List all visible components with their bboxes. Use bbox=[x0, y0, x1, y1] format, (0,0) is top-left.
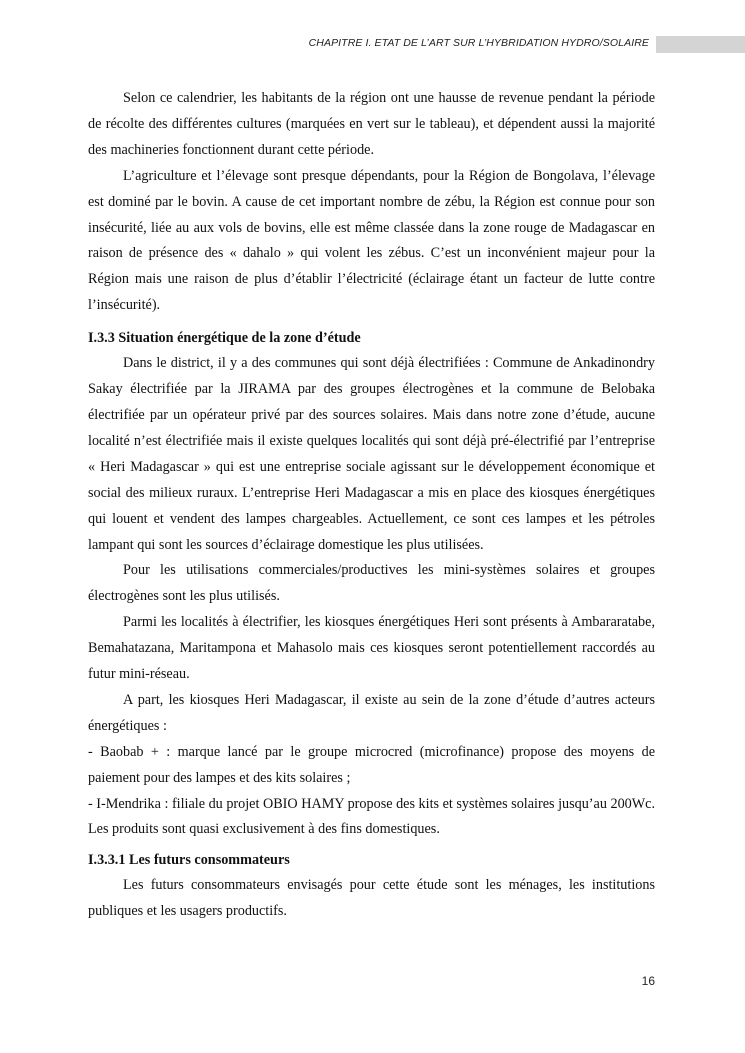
paragraph-commercial-uses: Pour les utilisations commerciales/productives les mini-systèmes solaires et groupes électrogènes sont les plus utilisés. bbox=[88, 562, 655, 605]
list-item-imendrika: - I-Mendrika : filiale du projet OBIO HAMY propose des kits et systèmes solaires jusqu’au 200Wc. Les produits sont quasi exclusivement à des fins domestiques. bbox=[88, 795, 655, 838]
section-heading-energy-situation: I.3.3 Situation énergétique de la zone d’étude bbox=[88, 330, 361, 347]
page-number: 16 bbox=[641, 974, 655, 988]
paragraph-future-consumers: Les futurs consommateurs envisagés pour cette étude sont les ménages, les institutions publiques et les usagers productifs. bbox=[88, 877, 655, 920]
body-text bbox=[88, 86, 655, 925]
chapter-title: CHAPITRE I. ETAT DE L’ART SUR L’HYBRIDATION HYDRO/SOLAIRE bbox=[308, 37, 649, 49]
paragraph-district: Dans le district, il y a des communes qui sont déjà électrifiées : Commune de Ankadinondry Sakay électrifiée par la JIRAMA par des groupes électrogènes et la commune de Belobaka électrifiée par un opérateur privé par des sources solaires. Mais dans notre zone d’étude, aucune localité n’est électrifiée mais il existe quelques localités qui sont déjà pré-électrifié par l’entreprise « Heri Madagascar » qui est une entreprise sociale agissant sur le développement économique et social des milieux ruraux. L’entreprise Heri Madagascar a mis en place des kiosques énergétiques qui louent et vendent des lampes chargeables. Actuellement, ce sont ces lampes et les pétroles lampant qui sont les sources d’éclairage domestique les plus utilisées. bbox=[88, 355, 655, 553]
paragraph-kiosks: Parmi les localités à électrifier, les kiosques énergétiques Heri sont présents à Ambararatabe, Bemahatazana, Maritampona et Mahasolo mais ces kiosques seront potentiellement raccordés au futur mini-réseau. bbox=[88, 614, 655, 683]
header-gray-bar bbox=[656, 36, 745, 53]
section-heading-future-consumers: I.3.3.1 Les futurs consommateurs bbox=[88, 852, 290, 869]
paragraph-calendar: Selon ce calendrier, les habitants de la région ont une hausse de revenue pendant la période de récolte des différentes cultures (marquées en vert sur le tableau), et dépendent aussi la majorité des machineries fonctionnent durant cette période. bbox=[88, 90, 655, 158]
paragraph-agriculture: L’agriculture et l’élevage sont presque dépendants, pour la Région de Bongolava, l’élevage est dominé par le bovin. A cause de cet important nombre de zébu, la Région est connue pour son insécurité, liée au aux vols de bovins, elle est même classée dans la zone rouge de Madagascar en raison de présence des « dahalo » qui volent les zébus. C’est un inconvénient majeur pour la Région mais une raison de plus d’établir l’électricité (éclairage étant un facteur de lutte contre l’insécurité). bbox=[88, 167, 655, 314]
list-item-baobab: - Baobab + : marque lancé par le groupe microcred (microfinance) propose des moyens de paiement pour des lampes et des kits solaires ; bbox=[88, 743, 655, 786]
paragraph-other-actors: A part, les kiosques Heri Madagascar, il existe au sein de la zone d’étude d’autres acteurs énergétiques : bbox=[88, 691, 655, 734]
running-header bbox=[0, 36, 745, 54]
